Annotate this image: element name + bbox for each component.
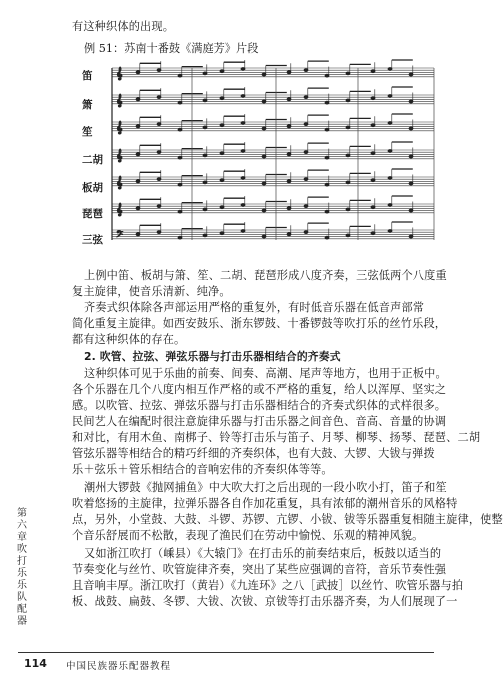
note-head bbox=[388, 68, 392, 71]
note-head bbox=[388, 122, 392, 125]
note-head bbox=[220, 152, 224, 155]
instrument-label-di: 笛 bbox=[82, 70, 93, 82]
body-text-line: 简化重复主旋律。如西安鼓乐、浙东锣鼓、十番锣鼓等吹打乐的丝竹乐段， bbox=[72, 317, 447, 330]
clef-icon: 𝄢 bbox=[116, 229, 124, 242]
body-text-line: 吹着悠扬的主旋律，拉弹乐器各自作加花重复，具有浓郁的潮州音乐的风格特 bbox=[72, 497, 458, 510]
note-head bbox=[220, 232, 224, 235]
note-head bbox=[157, 123, 161, 126]
note-head bbox=[304, 96, 308, 99]
instrument-label-xiao: 箫 bbox=[82, 99, 93, 111]
clef-icon: 𝄞 bbox=[116, 67, 123, 80]
note-head bbox=[262, 155, 266, 158]
note-head bbox=[325, 128, 329, 131]
note-head bbox=[262, 235, 266, 238]
note-head bbox=[287, 153, 291, 156]
note-head bbox=[203, 208, 207, 211]
note-head bbox=[287, 71, 291, 74]
note-head bbox=[409, 182, 413, 185]
note-head bbox=[178, 74, 182, 77]
body-text-line: 管弦乐器等相结合的精巧纤细的齐奏织体，也有大鼓、大锣、大钹与弹拨 bbox=[72, 447, 435, 460]
note-head bbox=[262, 182, 266, 185]
body-text-line: 上例中笛、板胡与箫、笙、二胡、琵琶形成八度齐奏，三弦低两个八度重 bbox=[84, 269, 447, 282]
note-head bbox=[346, 181, 350, 184]
note-head bbox=[346, 99, 350, 102]
note-head bbox=[262, 100, 266, 103]
note-head bbox=[304, 178, 308, 181]
note-head bbox=[178, 128, 182, 131]
clef-icon: 𝄞 bbox=[116, 121, 123, 134]
note-head bbox=[220, 179, 224, 182]
note-head bbox=[136, 125, 140, 128]
note-head bbox=[287, 125, 291, 128]
clef-icon: 𝄞 bbox=[116, 203, 123, 216]
note-head bbox=[409, 127, 413, 130]
note-head bbox=[325, 101, 329, 104]
note-head bbox=[220, 206, 224, 209]
note-head bbox=[346, 234, 350, 237]
clef-icon: 𝄞 bbox=[116, 176, 123, 189]
note-head bbox=[220, 124, 224, 127]
note-head bbox=[325, 156, 329, 159]
note-head bbox=[157, 178, 161, 181]
note-head bbox=[241, 95, 245, 98]
body-text-line: 有这种织体的出现。 bbox=[72, 20, 175, 33]
body-text-line: 齐奏式织体除各声部运用严格的重复外，有时低音乐器在低音声部常 bbox=[84, 301, 425, 314]
note-head bbox=[388, 150, 392, 153]
body-text-line: 节奏变化与丝竹、吹管旋律齐奏，突出了某些应强调的音符，音乐节奏性强 bbox=[72, 563, 447, 576]
note-head bbox=[220, 70, 224, 73]
instrument-label-sheng: 笙 bbox=[82, 126, 93, 138]
note-head bbox=[241, 150, 245, 153]
note-head bbox=[178, 101, 182, 104]
body-text-line: 潮州大锣鼓《抛网捕鱼》中大吹大打之后出现的一段小吹小打，笛子和笙 bbox=[84, 481, 447, 494]
body-text-line: 都有这种织体的存在。 bbox=[72, 333, 186, 346]
note-head bbox=[409, 209, 413, 212]
example-title: 例 51：苏南十番鼓《满庭芳》片段 bbox=[84, 42, 259, 55]
note-head bbox=[287, 207, 291, 210]
note-head bbox=[220, 97, 224, 100]
clef-icon: 𝄞 bbox=[116, 94, 123, 107]
note-head bbox=[262, 73, 266, 76]
note-head bbox=[388, 95, 392, 98]
instrument-label-pipa: 琵琶 bbox=[82, 208, 103, 220]
note-head bbox=[241, 204, 245, 207]
note-head bbox=[325, 236, 329, 239]
note-head bbox=[157, 69, 161, 72]
note-head bbox=[388, 204, 392, 207]
note-head bbox=[388, 230, 392, 233]
body-text-line: 乐＋弦乐＋管乐相结合的音响宏伟的齐奏织体等等。 bbox=[72, 463, 333, 476]
body-text-line: 各个乐器在几个八度内相互作严格的或不严格的重复，给人以浑厚、坚实之 bbox=[72, 383, 447, 396]
body-text-line: 复主旋律，使音乐清新、纯净。 bbox=[72, 285, 231, 298]
note-head bbox=[346, 208, 350, 211]
note-head bbox=[346, 154, 350, 157]
note-head bbox=[371, 152, 375, 155]
note-head bbox=[262, 127, 266, 130]
instrument-label-erhu: 二胡 bbox=[82, 154, 103, 166]
note-head bbox=[203, 126, 207, 129]
note-head bbox=[409, 155, 413, 158]
book-title: 中国民族器乐配器教程 bbox=[66, 661, 172, 672]
note-head bbox=[157, 231, 161, 234]
note-head bbox=[136, 207, 140, 210]
note-head bbox=[346, 72, 350, 75]
body-text-line: 感。以吹管、拉弦、弹弦乐器与打击乐器相结合的齐奏式织体的式样很多。 bbox=[72, 399, 447, 412]
note-head bbox=[203, 72, 207, 75]
note-head bbox=[136, 71, 140, 74]
note-head bbox=[203, 234, 207, 237]
note-head bbox=[136, 98, 140, 101]
note-head bbox=[241, 68, 245, 71]
note-head bbox=[178, 236, 182, 239]
note-head bbox=[371, 97, 375, 100]
note-head bbox=[287, 233, 291, 236]
note-head bbox=[157, 151, 161, 154]
body-text-line: 点，另外，小堂鼓、大鼓、斗锣、苏锣、亢锣、小钹、钹等乐器重复相随主旋律，使整 bbox=[72, 513, 503, 526]
note-head bbox=[371, 232, 375, 235]
note-head bbox=[371, 206, 375, 209]
note-head bbox=[409, 100, 413, 103]
note-head bbox=[203, 181, 207, 184]
body-text-line: 且音响丰厚。浙江吹打（黄岩）《九连环》之八［武披］以丝竹、吹管乐器与拍 bbox=[72, 579, 464, 592]
note-head bbox=[371, 124, 375, 127]
note-head bbox=[157, 96, 161, 99]
note-head bbox=[287, 180, 291, 183]
note-head bbox=[203, 154, 207, 157]
note-head bbox=[287, 98, 291, 101]
chapter-sidebar: 第六章 吹打乐乐队配器 bbox=[17, 508, 27, 627]
body-text-line: 板、战鼓、扁鼓、冬锣、大钹、次钹、京钹等打击乐器齐奏，为人们展现了一 bbox=[72, 595, 458, 608]
body-text-line: 和对比，有用木鱼、南梆子、铃等打击乐与笛子、月琴、柳琴、扬琴、琵琶、二胡 bbox=[72, 431, 481, 444]
body-text-line: 个音乐舒展而不松散，表现了渔民们在劳动中愉悦、乐观的精神风貌。 bbox=[72, 529, 424, 542]
note-head bbox=[136, 233, 140, 236]
note-head bbox=[178, 210, 182, 213]
note-head bbox=[346, 126, 350, 129]
note-head bbox=[325, 210, 329, 213]
note-head bbox=[388, 177, 392, 180]
note-head bbox=[262, 209, 266, 212]
body-text-line: 民间艺人在编配时很注意旋律乐器与打击乐器之间音色、音高、音量的协调 bbox=[72, 415, 447, 428]
note-head bbox=[304, 205, 308, 208]
note-head bbox=[304, 151, 308, 154]
note-head bbox=[304, 231, 308, 234]
instrument-label-banhu: 板胡 bbox=[82, 182, 103, 194]
note-head bbox=[371, 179, 375, 182]
note-head bbox=[409, 73, 413, 76]
note-head bbox=[157, 205, 161, 208]
instrument-label-sanxian: 三弦 bbox=[82, 234, 103, 246]
note-head bbox=[304, 123, 308, 126]
note-head bbox=[409, 235, 413, 238]
note-head bbox=[241, 122, 245, 125]
music-score bbox=[80, 60, 436, 246]
note-head bbox=[178, 183, 182, 186]
note-head bbox=[304, 69, 308, 72]
body-text-line: 这种织体可见于乐曲的前奏、间奏、高潮、尾声等地方，也用于正板中。 bbox=[84, 367, 447, 380]
note-head bbox=[241, 230, 245, 233]
note-head bbox=[325, 74, 329, 77]
note-head bbox=[178, 156, 182, 159]
body-text-line: 又如浙江吹打（嵊县）《大辕门》在打击乐的前奏结束后，板鼓以适当的 bbox=[84, 547, 442, 560]
section-heading: 2. 吹管、拉弦、弹弦乐器与打击乐器相结合的齐奏式 bbox=[84, 350, 341, 363]
clef-icon: 𝄞 bbox=[116, 149, 123, 162]
note-head bbox=[241, 177, 245, 180]
note-head bbox=[136, 153, 140, 156]
note-head bbox=[371, 70, 375, 73]
footer-rule bbox=[18, 652, 434, 653]
note-head bbox=[136, 180, 140, 183]
note-head bbox=[325, 183, 329, 186]
page-number: 114 bbox=[24, 657, 47, 670]
note-head bbox=[203, 99, 207, 102]
